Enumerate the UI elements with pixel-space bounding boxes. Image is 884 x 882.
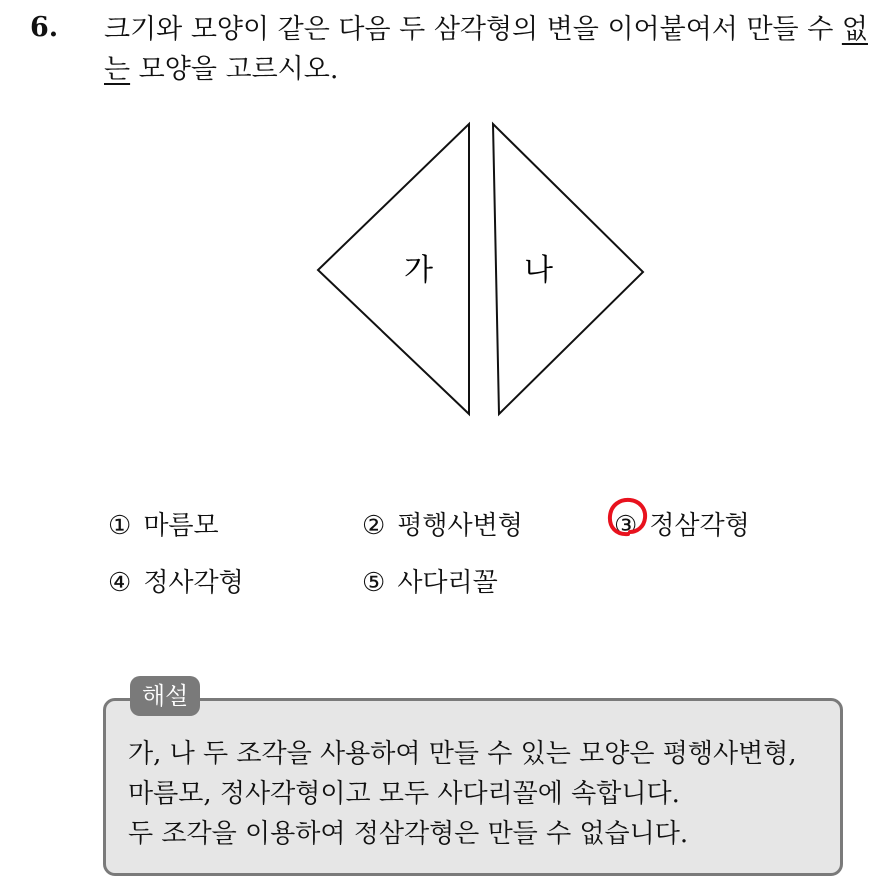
- choice-2[interactable]: [362, 505, 523, 542]
- choice-5-label: 사다리꼴: [397, 568, 498, 598]
- explanation-text: [128, 734, 838, 854]
- explanation-line: 두 조각을 이용하여 정삼각형은 만들 수 없습니다.: [128, 819, 689, 849]
- question-text-after: 모양을 고르시오.: [130, 54, 339, 85]
- choice-5[interactable]: [362, 562, 498, 599]
- answer-circle-stroke: [610, 500, 645, 534]
- choice-4[interactable]: [108, 562, 244, 599]
- question-text-before: 크기와 모양이 같은 다음 두 삼각형의 변을 이어붙여서 만들 수: [104, 14, 842, 45]
- explanation-line: 마름모, 정사각형이고 모두 사다리꼴에 속합니다.: [128, 779, 680, 809]
- choice-1-number: ①: [108, 511, 132, 541]
- question-emphasis: 없는: [104, 14, 868, 85]
- choice-5-number: ⑤: [362, 568, 386, 598]
- explanation-tag: 해설: [130, 676, 200, 716]
- question-text: [104, 10, 874, 90]
- question-number: 6.: [30, 12, 59, 43]
- triangle-na-label: 나: [524, 253, 553, 288]
- triangle-ga: [318, 124, 469, 414]
- choice-1-label: 마름모: [143, 511, 219, 541]
- triangles-figure: [300, 112, 660, 422]
- choice-2-number: ②: [362, 511, 386, 541]
- choice-3-label: 정삼각형: [649, 511, 750, 541]
- choice-4-number: ④: [108, 568, 132, 598]
- answer-circle-mark: [604, 494, 650, 540]
- choice-2-label: 평행사변형: [397, 511, 523, 541]
- triangle-ga-label: 가: [404, 253, 433, 288]
- choice-1[interactable]: [108, 505, 219, 542]
- explanation-line: 가, 나 두 조각을 사용하여 만들 수 있는 모양은 평행사변형,: [128, 739, 797, 769]
- triangle-na: [493, 124, 643, 414]
- choice-4-label: 정사각형: [143, 568, 244, 598]
- choice-3-number: ③: [614, 511, 638, 541]
